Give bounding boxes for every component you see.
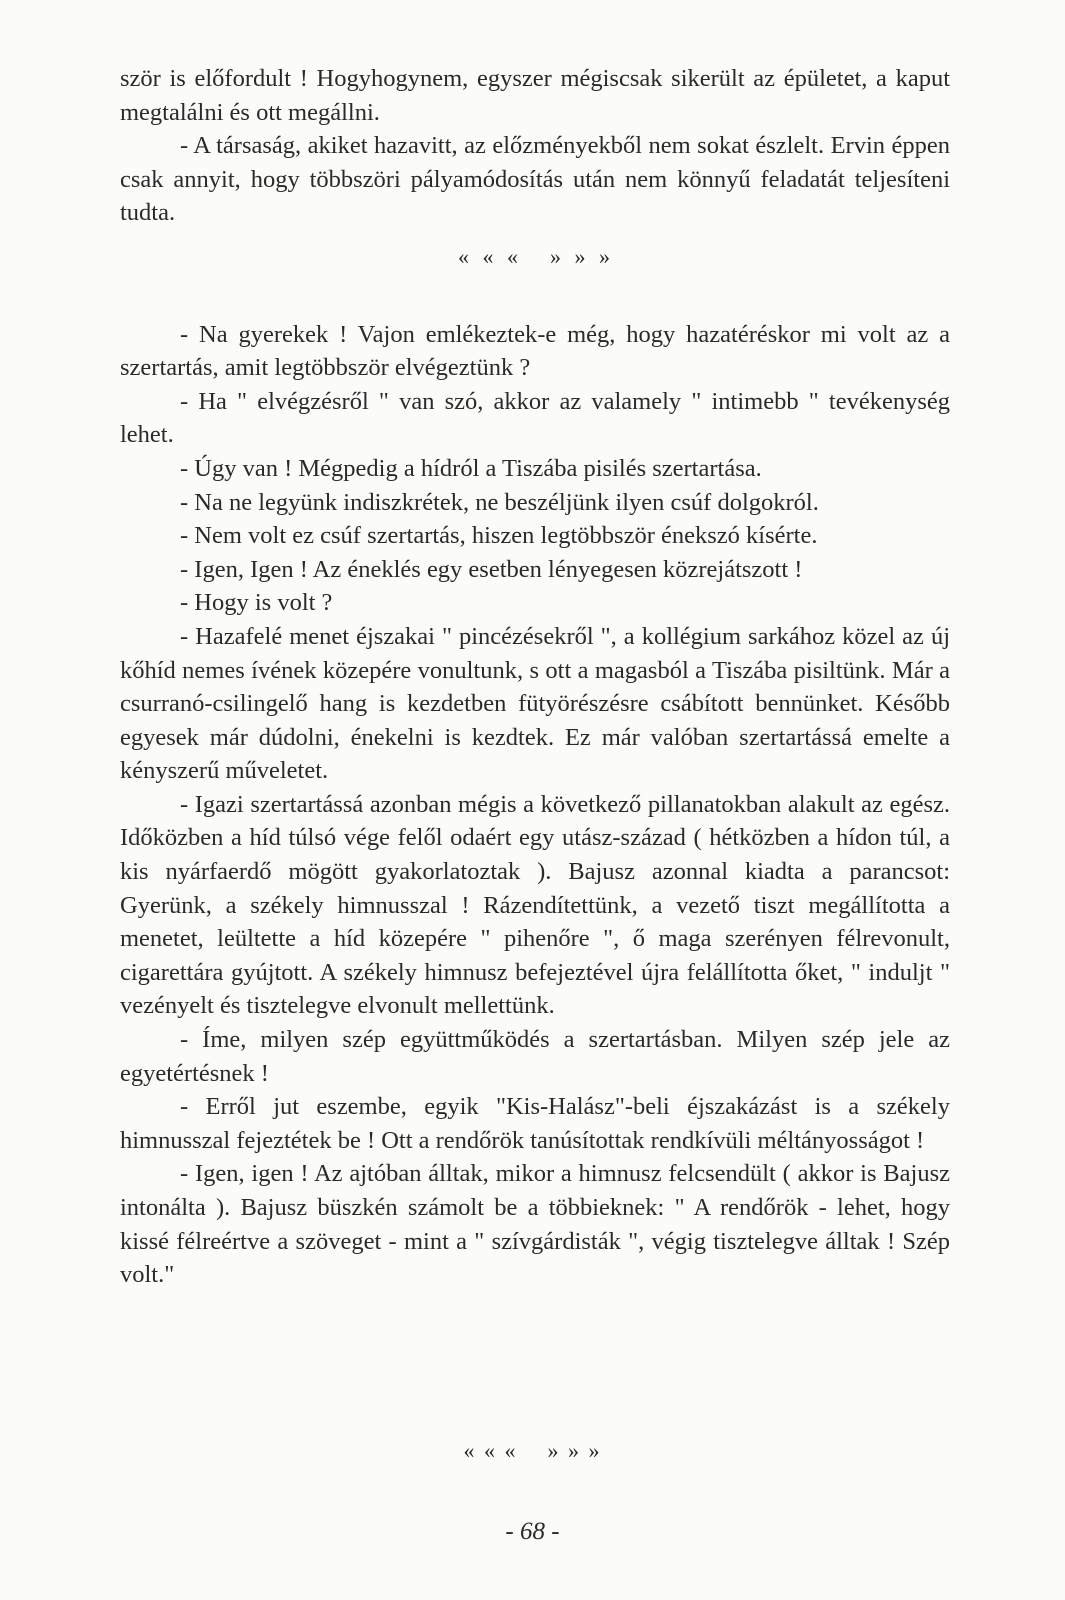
paragraph: - Ha " elvégzésről " van szó, akkor az valamely " intimebb " tevékenység lehet. [120, 387, 950, 449]
paragraph: - Nem volt ez csúf szertartás, hiszen legtöbbször énekszó kísérte. [180, 522, 818, 550]
paragraph: ször is előfordult ! Hogyhogynem, egyszer mégiscsak sikerült az épületet, a kaput megtalálni és ott megállni. [120, 65, 950, 126]
paragraph: - Igazi szertartássá azonban mégis a következő pillanatokban alakult az egész. Időközben a híd túlsó vége felől odaért egy utász-század ( hétközben a hídon túl, a kis nyárfaerdő mögött gyakorlatoztak ). Bajusz azonnal kiadta a parancsot: Gyerünk, a székely himnusszal ! Rázendítettünk, a vezető tiszt megállította a menetet, leültette a híd közepére " pihenőre ", ő maga szerényen félrevonult, cigarettára gyújtott. A székely himnusz befejeztével újra felállította őket, " induljt " vezényelt és tisztelegve elvonult mellettünk. [120, 790, 950, 1020]
page-number: - 68 - [505, 1518, 560, 1545]
text-block-top [120, 62, 950, 230]
text-block-main [120, 318, 950, 1292]
paragraph: - Na gyerekek ! Vajon emlékeztek-e még, hogy hazatéréskor mi volt az a szertartás, amit legtöbbször elvégeztünk ? [120, 320, 950, 382]
paragraph: - Igen, igen ! Az ajtóban álltak, mikor a himnusz felcsendült ( akkor is Bajusz intonálta ). Bajusz büszkén számolt be a többieknek: " A rendőrök - lehet, hogy kissé félreértve a szöveget - mint a " szívgárdisták ", végig tisztelegve álltak ! Szép volt." [120, 1160, 950, 1289]
paragraph: - Hogy is volt ? [180, 589, 333, 617]
divider-right: » » » [547, 1438, 602, 1463]
paragraph: - Erről jut eszembe, egyik "Kis-Halász"-beli éjszakázást is a székely himnusszal fejeztétek be ! Ott a rendőrök tanúsítottak rendkívüli méltányosságot ! [120, 1093, 950, 1154]
divider-left: « « « [458, 243, 520, 269]
section-divider [120, 240, 950, 274]
section-divider-end [0, 1438, 1065, 1464]
paragraph: - Íme, milyen szép együttműködés a szertartásban. Milyen szép jele az egyetértésnek ! [120, 1026, 950, 1087]
paragraph: - Na ne legyünk indiszkrétek, ne beszéljünk ilyen csúf dolgokról. [180, 488, 819, 516]
divider-right: » » » [550, 243, 612, 269]
divider-left: « « « [463, 1438, 518, 1463]
paragraph: - Úgy van ! Mégpedig a hídról a Tiszába pisilés szertartása. [180, 454, 762, 482]
page-body [120, 62, 950, 1292]
paragraph: - Hazafelé menet éjszakai " pincézésekről ", a kollégium sarkához közel az új kőhíd nemes ívének közepére vonultunk, s ott a magasból a Tiszába pisiltünk. Már a csurranó-csilingelő hang is kezdetben fütyörészésre csábított bennünket. Később egyesek már dúdolni, énekelni is kezdtek. Ez már valóban szertartássá emelte a kényszerű műveletet. [120, 622, 950, 785]
paragraph: - A társaság, akiket hazavitt, az előzményekből nem sokat észlelt. Ervin éppen csak annyit, hogy többszöri pályamódosítás után nem könnyű feladatát teljesíteni tudta. [120, 132, 950, 227]
paragraph: - Igen, Igen ! Az éneklés egy esetben lényegesen közrejátszott ! [180, 555, 803, 583]
